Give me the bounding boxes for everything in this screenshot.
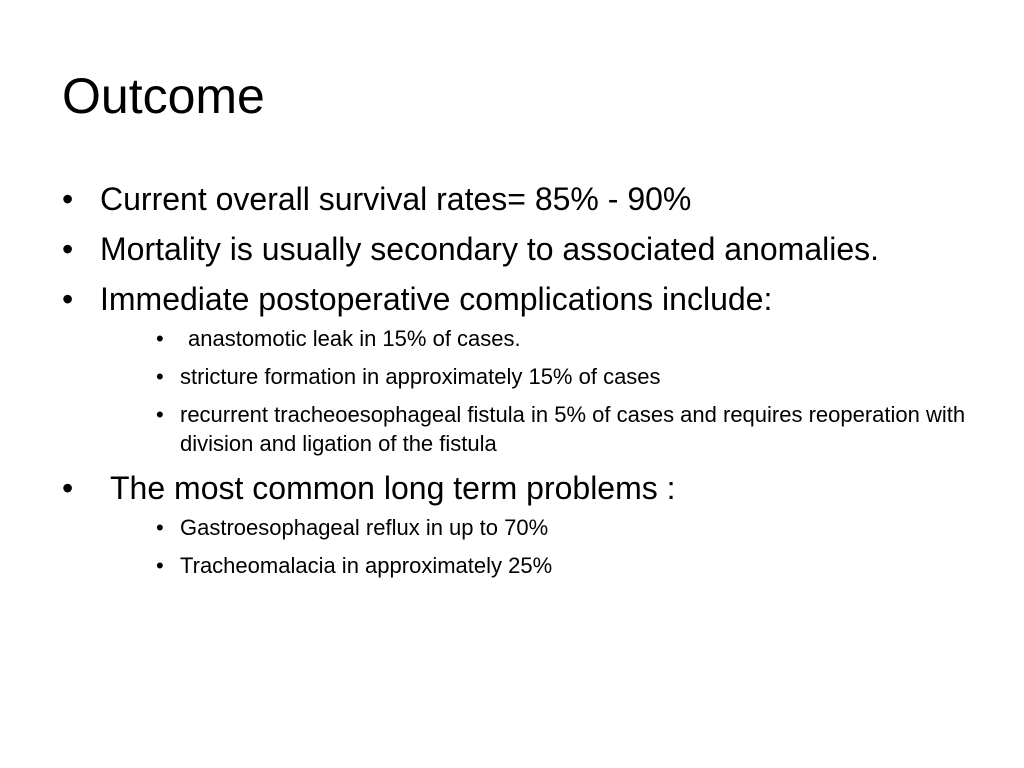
subbullet-stricture [156, 362, 982, 391]
bullet-list [62, 178, 982, 589]
subbullet-icon: • [156, 515, 164, 540]
bullet-text: Mortality is usually secondary to associated anomalies. [100, 231, 880, 267]
bullet-icon: • [62, 281, 74, 317]
subbullet-recurrent-fistula [156, 400, 982, 458]
subbullet-icon: • [156, 326, 164, 351]
slide-title: Outcome [62, 68, 265, 124]
bullet-text: The most common long term problems : [110, 470, 676, 506]
subbullet-text: Tracheomalacia in approximately 25% [180, 553, 553, 578]
subbullet-tracheomalacia [156, 551, 982, 580]
subbullet-text: Gastroesophageal reflux in up to 70% [180, 515, 549, 540]
bullet-item-long-term [62, 467, 982, 509]
subbullet-icon: • [156, 364, 164, 389]
long-term-sublist [62, 513, 982, 580]
bullet-icon: • [62, 181, 74, 217]
bullet-item-complications [62, 278, 982, 320]
subbullet-anastomotic-leak [156, 324, 982, 353]
subbullet-text: recurrent tracheoesophageal fistula in 5% of cases and requires reoperation with division and ligation of the fistula [180, 402, 966, 456]
complications-sublist [62, 324, 982, 458]
bullet-icon: • [62, 470, 74, 506]
bullet-text: Current overall survival rates= 85% - 90% [100, 181, 692, 217]
subbullet-text: anastomotic leak in 15% of cases. [188, 326, 521, 351]
bullet-item-survival [62, 178, 982, 220]
subbullet-reflux [156, 513, 982, 542]
bullet-text: Immediate postoperative complications include: [100, 281, 773, 317]
subbullet-text: stricture formation in approximately 15% of cases [180, 364, 661, 389]
subbullet-icon: • [156, 553, 164, 578]
subbullet-icon: • [156, 402, 164, 427]
bullet-item-mortality [62, 228, 982, 270]
bullet-icon: • [62, 231, 74, 267]
